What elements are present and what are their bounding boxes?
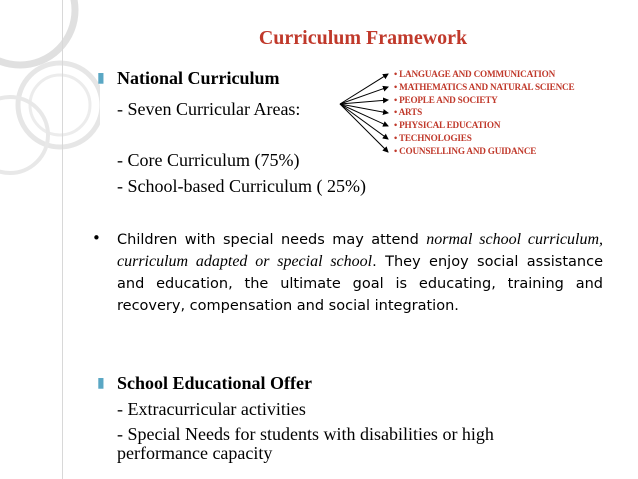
curricular-area-item: • LANGUAGE AND COMMUNICATION — [394, 69, 556, 79]
school-offer-heading: School Educational Offer — [117, 373, 313, 393]
extracurricular-line: - Extracurricular activities — [117, 399, 306, 419]
decorative-divider — [62, 0, 63, 479]
curricular-area-item: • ARTS — [394, 107, 422, 118]
curricular-area-item: • PHYSICAL EDUCATION — [394, 120, 501, 131]
curricular-area-item: • COUNSELLING AND GUIDANCE — [394, 145, 537, 156]
school-based-curriculum-line: - School-based Curriculum ( 25%) — [117, 176, 366, 196]
connector-arrows-icon — [338, 62, 394, 162]
curricular-areas-list — [394, 68, 574, 158]
curricular-area-item: • MATHEMATICS AND NATURAL SCIENCE — [394, 81, 575, 92]
slide-title: Curriculum Framework — [258, 27, 468, 49]
special-needs-offer-line: - Special Needs for students with disabilities or high performance capacity — [117, 424, 494, 463]
list-bullet-icon: ▮ — [97, 375, 105, 391]
special-needs-italic: normal school curriculum, curriculum adapted or special school — [117, 231, 603, 270]
core-curriculum-line: - Core Curriculum (75%) — [117, 150, 300, 170]
special-needs-intro: Children with special needs may attend — [117, 232, 427, 248]
paragraph-bullet: • — [92, 229, 101, 247]
curricular-areas-label: - Seven Curricular Areas: — [117, 99, 301, 119]
list-bullet-icon: ▮ — [97, 70, 105, 86]
special-needs-paragraph — [117, 229, 603, 317]
curricular-area-item: • PEOPLE AND SOCIETY — [394, 94, 498, 105]
special-needs-rest: . They enjoy social assistance and education, the ultimate goal is educating, training and recovery, compensation and social integration. — [117, 254, 604, 314]
curricular-area-item: • TECHNOLOGIES — [394, 132, 472, 143]
national-curriculum-heading: National Curriculum — [117, 68, 280, 88]
